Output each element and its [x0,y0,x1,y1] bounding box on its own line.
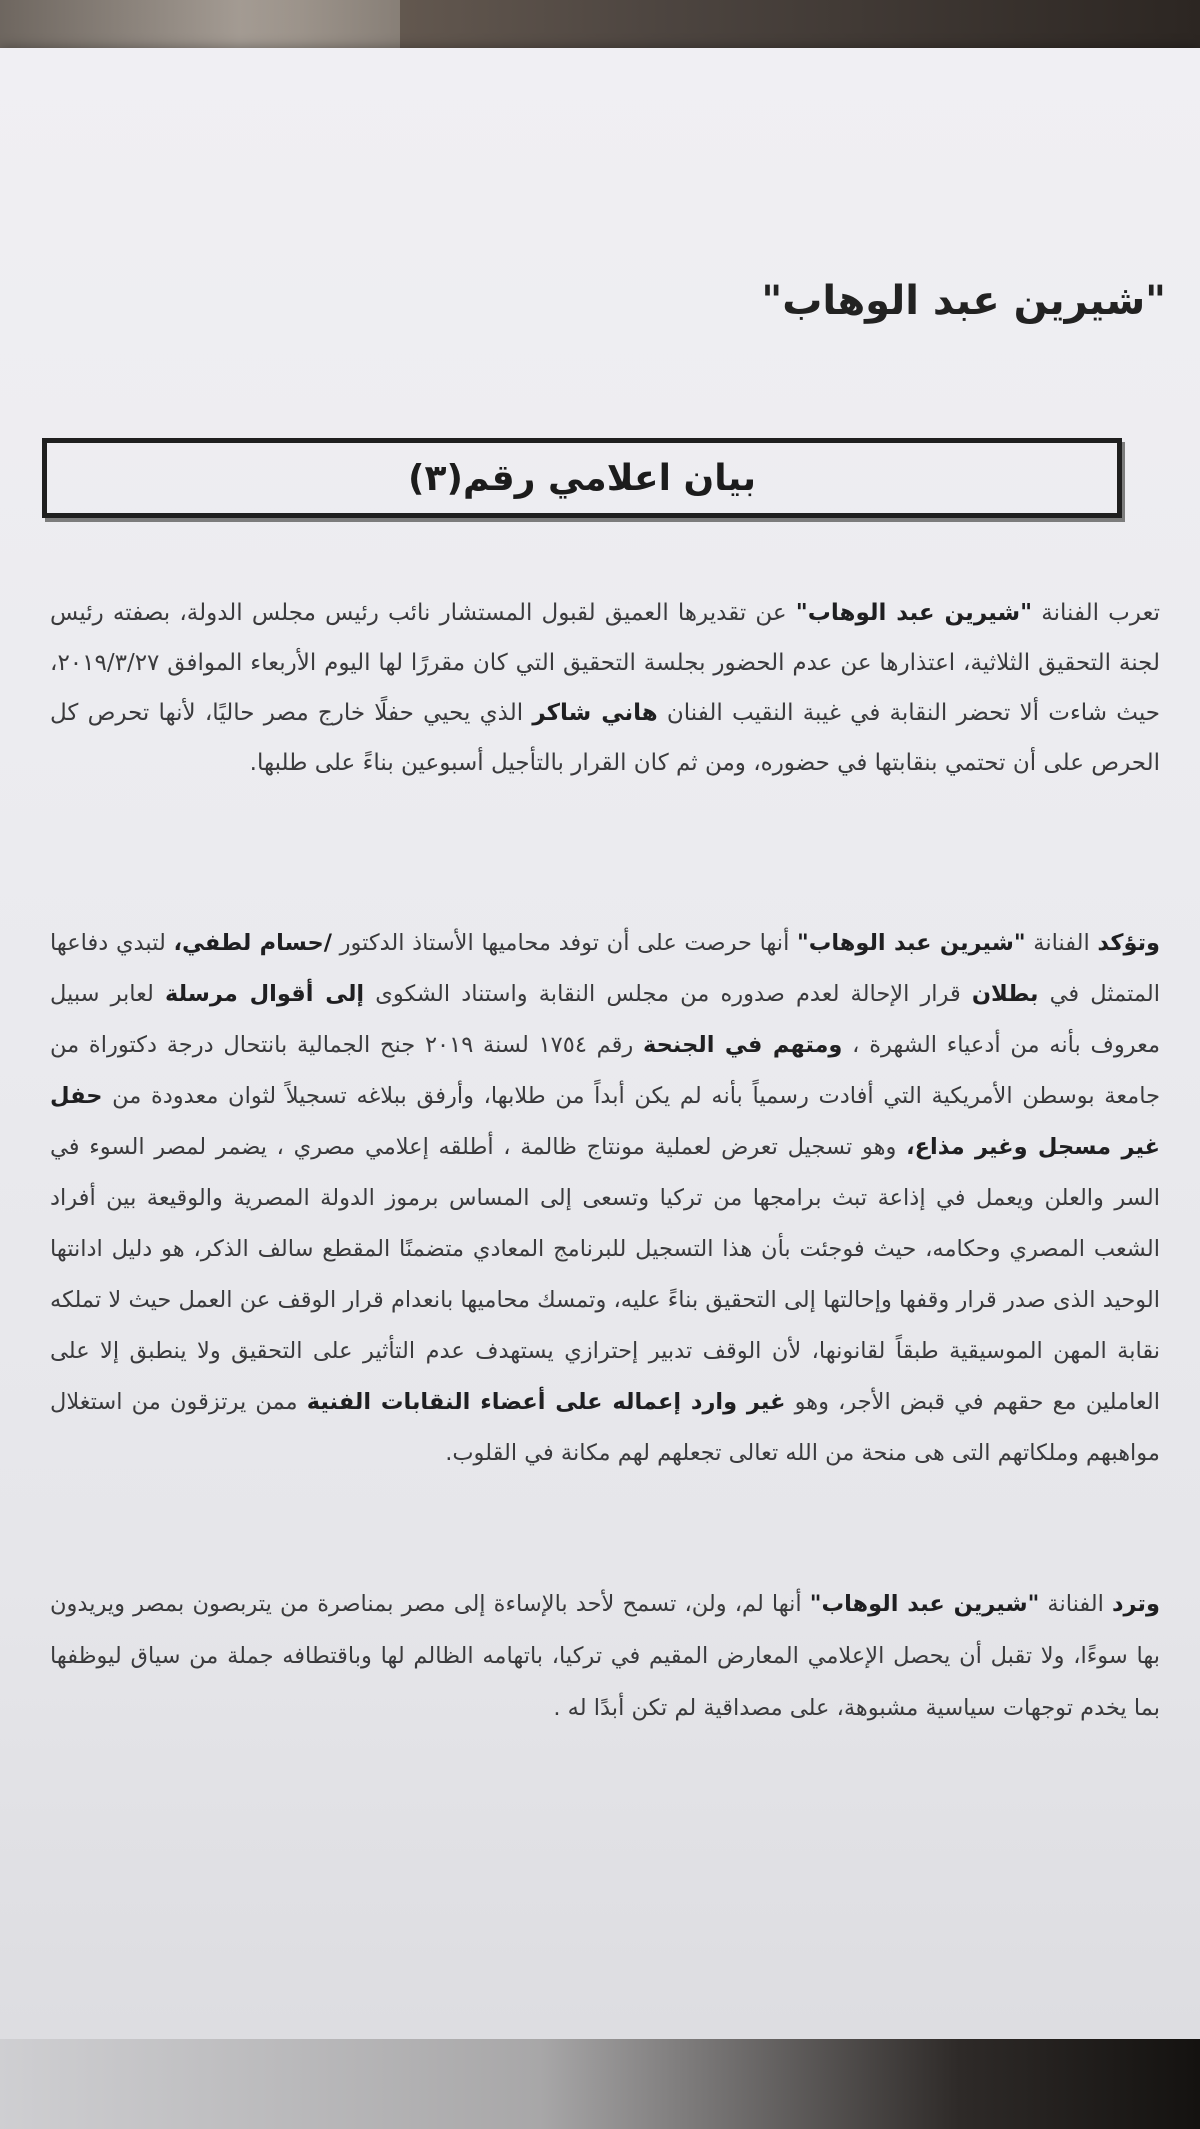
text-run: عن تقديرها العميق لقبول المستشار نائب رئيس مجلس الدولة، بصفته رئيس لجنة التحقيق الثلاثية، اعتذارها عن عدم الحضور بجلسة التحقيق التي كان مقررًا لها اليوم الأربعاء الموافق ٢٠١٩/٣/٢٧، حيث شاءت ألا تحضر النقابة في غيبة النقيب الفنان [50,600,1160,726]
statement-title: بيان اعلامي رقم(٣) [408,457,756,499]
statement-title-box [42,438,1122,518]
bold-run: /حسام لطفي، [173,930,332,956]
paragraph-1 [50,588,1160,788]
paragraph-3 [50,1578,1160,1734]
text-run: قرار الإحالة لعدم صدوره من مجلس النقابة واستناد الشكوى [364,981,972,1007]
text-run: لعابر سبيل معروف بأنه من أدعياء الشهرة ، [50,981,1161,1058]
bold-run: ومتهم في الجنحة [643,1032,843,1058]
text-run: أنها حرصت على أن توفد محاميها الأستاذ الدكتور [331,930,797,956]
text-run: أنها لم، ولن، تسمح لأحد بالإساءة إلى مصر بمناصرة من يتربصون بمصر ويريدون بها سوءًا، ولا تقبل أن يحصل الإعلامي المعارض المقيم في تركيا، باتهامه الظالم لها وباقتطافه جملة من سياق ليوظفها بما يخدم توجهات سياسية مشبوهة، على مصداقية لم تكن أبدًا له . [50,1591,1160,1721]
text-run: الذي يحيي حفلًا خارج مصر حاليًا، لأنها تحرص كل الحرص على أن تحتمي بنقابتها في حضوره، ومن ثم كان القرار بالتأجيل أسبوعين بناءً على طلبها. [50,700,1160,776]
text-run: تعرب الفنانة [1032,600,1160,626]
bold-run: حفل غير مسجل وغير مذاع، [50,1083,1160,1160]
bold-run: غير وارد إعماله على أعضاء النقابات الفنية [306,1389,786,1415]
bold-run: "شيرين عبد الوهاب" [809,1591,1040,1617]
bold-run: إلى أقوال مرسلة [164,981,365,1007]
text-run: رقم ١٧٥٤ لسنة ٢٠١٩ جنح الجمالية بانتحال درجة دكتوراة من جامعة بوسطن الأمريكية التي أفادت رسمياً بأنه لم يكن أبداً من طلابها، وأرفق ببلاغه تسجيلاً لثوان معدودة من [50,1032,1160,1109]
bold-run: وترد [1112,1591,1160,1617]
background-object [0,0,400,50]
bold-run: "شيرين عبد الوهاب" [795,600,1033,626]
text-run: ممن يرتزقون من استغلال مواهبهم وملكاتهم التى هى منحة من الله تعالى تجعلهم لهم مكانة في القلوب. [50,1389,1160,1466]
paragraph-2 [50,918,1160,1479]
text-run: وهو تسجيل تعرض لعملية مونتاج ظالمة ، أطلقه إعلامي مصري ، يضمر لمصر السوء في السر والعلن ويعمل في إذاعة تبث برامجها من تركيا وتسعى إلى المساس برموز الدولة المصرية والوقيعة بين أفراد الشعب المصري وحكامه، حيث فوجئت بأن هذا التسجيل للبرنامج المعادي متضمنًا المقطع سالف الذكر، هو دليل ادانتها الوحيد الذى صدر قرار وقفها وإحالتها إلى التحقيق بناءً عليه، وتمسك محاميها بانعدام قرار الوقف عن العمل حيث لا تملكه نقابة المهن الموسيقية طبقاً لقانونها، لأن الوقف تدبير إحترازي يستهدف عدم التأثير على التحقيق ولا ينطبق إلا على العاملين مع حقهم في قبض الأجر، وهو [50,1134,1160,1415]
bold-run: وتؤكد [1097,930,1160,956]
text-run: لتبدي دفاعها المتمثل في [50,930,1160,1007]
text-run: الفنانة [1025,930,1098,956]
document-heading: "شيرين عبد الوهاب" [761,278,1166,324]
background-bottom [0,2039,1200,2129]
bold-run: هاني شاكر [532,700,658,726]
bold-run: بطلان [971,981,1039,1007]
paper-sheet [0,48,1200,2080]
bold-run: "شيرين عبد الوهاب" [796,930,1026,956]
text-run: الفنانة [1039,1591,1113,1617]
